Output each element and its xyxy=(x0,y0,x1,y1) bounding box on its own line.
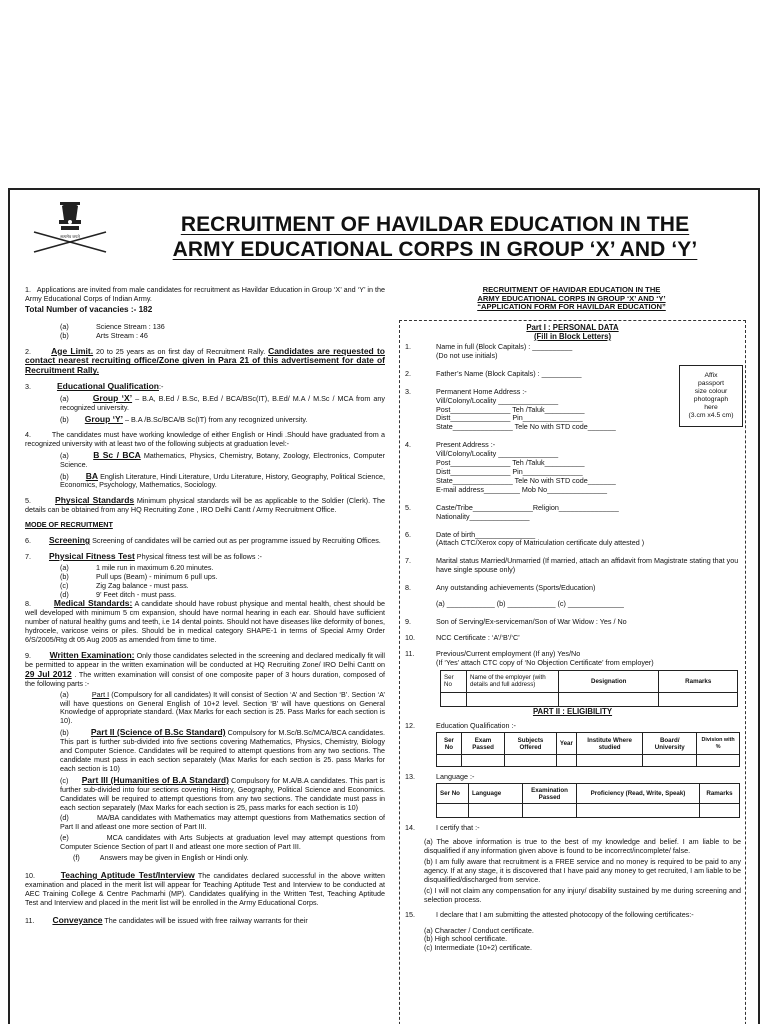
para-5-physical-standards: 5. Physical Standards Minimum physical standards will be as applicable to the Soldier (Clerk). The details can be obtained from any HQ Recruiting Zone , IRO Delhi Cantt / Army Recruitment Office. xyxy=(25,495,386,515)
title-line-1: RECRUITMENT OF HAVILDAR EDUCATION IN THE xyxy=(180,213,690,236)
field-son-of-serving[interactable]: 9. Son of Serving/Ex-serviceman/Son of War Widow : Yes / No xyxy=(405,616,627,626)
advertisement-text xyxy=(25,286,385,927)
form-box xyxy=(399,320,746,1024)
para-3-education: 3. Educational Qualification:- xyxy=(25,381,164,392)
field-father-name[interactable]: 2. Father’s Name (Block Capitals) : __________ xyxy=(405,368,582,378)
field-certify: 14. I certify that :- xyxy=(405,823,480,833)
para-2-age-limit: 2. Age Limit. 20 to 25 years as on first day of Recruitment Rally. Candidates are requested to contact nearest recruiting office/Zone given in Para 21 of this advertisement for date of Recruitment Rally. xyxy=(25,345,386,376)
para-9-written-exam: 9. Written Examination: Only those candidates selected in the screening and declared medically fit will be permitted to appear in the written examination will be conducted at HQ Recruiting Zone/ IRO Delhi Cantt on 29 Jul 2012 . The written examination will consist of one composite paper of 3 hours duration, composed of the following parts :- xyxy=(25,650,386,688)
para-4: 4. The candidates must have working knowledge of either English or Hindi .Should have graduated from a recognized university with at least two of the following subjects at graduation level:- xyxy=(25,429,385,448)
para-9a: (a) Part I (Compulsory for all candidates) It will consist of Section ‘A’ and Section ‘B’. Section ‘A’ will have questions on General English of 10+2 level. Section ‘B’ will have questions on General Knowledge of appropriate standard. (Max Marks for each section is 25. Pass Marks for each section is 10). xyxy=(60,689,385,726)
field-ncc[interactable]: 10. NCC Certificate : ‘A’/‘B’/‘C’ xyxy=(405,632,520,642)
svg-text:सत्यमेव जयते: सत्यमेव जयते xyxy=(60,234,80,239)
para-7-fitness: 7. Physical Fitness Test Physical fitness test will be as follows :- xyxy=(25,550,262,561)
part-2-title: PART II : ELIGIBILITY xyxy=(532,706,613,716)
para-3b: (b) Group ‘Y’ – B.A /B.Sc/BCA/B Sc(IT) from any recognized university. xyxy=(60,413,308,424)
certify-b: (b) I am fully aware that recruitment is a FREE service and no money is required to be paid to any agency. If at any stage, it is discovered that I have paid any money to get recruited, I am liable to be disqualified/discharged from service. xyxy=(424,857,741,884)
certificate-item: (c) Intermediate (10+2) certificate. xyxy=(424,943,533,953)
field-permanent-address[interactable]: 3. Permanent Home Address :- Vill/Colony/Locality _______________ Post_______________ Teh /Taluk__________ Distt_______________ Pin_______________ State_______________ Tele No with STD code_______ xyxy=(405,386,616,432)
language-table: Ser No Language Examination Passed Proficiency (Read, Write, Speak) Ramarks xyxy=(436,783,740,818)
para-6-screening: 6. Screening Screening of candidates will be carried out as per programme issued by Recruiting Offices. xyxy=(25,535,381,546)
mode-of-recruitment-heading: MODE OF RECRUITMENT xyxy=(25,520,113,530)
field-marital-status[interactable]: 7. Marital status Married/Unmarried (If married, attach an affidavit from Magistrate stating that you have single spouse only) xyxy=(405,556,739,575)
photo-box: Affix passport size colour photograph here (3.cm x4.5 cm) xyxy=(679,365,743,427)
certify-c: (c) I will not claim any compensation for any injury/ disability sustained by me during screening and selection process. xyxy=(424,885,741,904)
para-9f: (f) Answers may be given in English or Hindi only. xyxy=(73,853,249,863)
para-4a: (a) B Sc / BCA Mathematics, Physics, Chemistry, Botany, Zoology, Electronics, Computer Science. xyxy=(60,449,385,469)
title-line-2: ARMY EDUCATIONAL CORPS IN GROUP ‘X’ AND ‘Y’ xyxy=(172,238,698,261)
page-title xyxy=(120,212,750,262)
education-table: Ser No Exam Passed Subjects Offered Year Institute Where studied Board/ University Division with % xyxy=(436,732,740,767)
para-4b: (b) BA English Literature, Hindi Literature, Urdu Literature, History, Geography, Political Science, Economics, Psychology, Mathematics, Sociology. xyxy=(60,470,385,490)
para-1: 1. Applications are invited from male candidates for recruitment as Havildar Education in Group ‘X’ and ‘Y’ in the Army Educational Corps of Indian Army. xyxy=(25,285,386,303)
employment-table: Ser No Name of the employer (with details and full address) Designation Ramarks xyxy=(440,670,738,707)
para-9c: (c) Part III (Humanities of B.A Standard) Compulsory for M.A/B.A candidates. This part is further sub-divided into four sections covering History, Geography, Political Science and Economics. Candidates will be required to attempt questions from any two sections. The candidate must pass in each section separately (Max Marks for each section is 25, pass marks for each section is 10) xyxy=(60,774,385,812)
part-1-title: Part I : PERSONAL DATA (Fill in Block Letters) xyxy=(526,323,619,341)
vacancies: Total Number of vacancies :- 182 xyxy=(25,304,153,314)
field-declaration: 15. I declare that I am submitting the attested photocopy of the following certificates:- xyxy=(405,909,694,919)
document-page xyxy=(8,188,760,1024)
stream-arts: (b) Arts Stream : 46 xyxy=(60,330,148,340)
form-header: RECRUITMENT OF HAVIDAR EDUCATION IN THE ARMY EDUCATIONAL CORPS IN GROUP ‘X’ AND ‘Y’ “APPLICATION FORM FOR HAVILDAR EDUCATION” xyxy=(477,285,666,312)
para-10-teaching-aptitude: 10. Teaching Aptitude Test/Interview The candidates declared successful in the above written examination and placed in the merit list will appear for Teaching Aptitude Test and Interview to be conducted at AEC Training College & Centre Pachmarhi (MP). Candidates qualifying in the Written Test, Teaching Aptitude Test and Interview and placed in the merit list will be enrolled in the Army Educational Corps. xyxy=(25,869,385,907)
para-8-medical: 8. Medical Standards: A candidate should have robust physique and mental health, chest should be well developed with minimum 5 cm expansion, should have normal hearing in each ear. Should have sufficient number of natural healthy gums and teeth, i.e 14 dental points. Should not have diseases like deformity of bones, hydrocele, varicose veins or piles. Should be in medical category SHAPE-1 in terms of Special Army Order 6/S/2005/Rtg dt 05 Aug 2005 as amended from time to time. xyxy=(25,598,385,645)
para-9e: (e) MCA candidates with Arts Subjects at graduation level may attempt questions from Computer Science Section of part II and atleast one more section of Part III. xyxy=(60,833,385,852)
field-language[interactable]: 13. Language :- xyxy=(405,772,475,782)
fitness-item: (a) 1 mile run in maximum 6.20 minutes. xyxy=(60,562,214,572)
field-education[interactable]: 12. Education Qualification :- xyxy=(405,720,516,730)
para-11-conveyance: 11. Conveyance The candidates will be issued with free railway warrants for their xyxy=(25,914,308,925)
field-present-address[interactable]: 4. Present Address :- Vill/Colony/Locality _______________ Post_______________ Teh /Taluk__________ Distt_______________ Pin_______________ State_______________ Tele No with STD code_______ E-mail address_________ Mob No_______________ xyxy=(405,440,616,494)
field-name[interactable]: 1. Name in full (Block Capitals) : __________ (Do not use initials) xyxy=(405,342,573,360)
fitness-item: (b) Pull ups (Beam) - minimum 6 pull ups. xyxy=(60,571,218,581)
field-dob[interactable]: 6. Date of birth_______________ (Attach CTC/Xerox copy of Matriculation certificate duly attested ) xyxy=(405,529,645,548)
para-9d: (d) MA/BA candidates with Mathematics may attempt questions from Mathematics section of Part II and atleast one more section of Part III. xyxy=(60,813,385,832)
application-form xyxy=(394,285,749,953)
emblem-icon xyxy=(30,198,110,258)
certificate-item: (a) Character / Conduct certificate. xyxy=(424,925,534,935)
stream-science: (a) Science Stream : 136 xyxy=(60,321,165,331)
field-employment[interactable]: 11. Previous/Current employment (If any) Yes/No (If ‘Yes’ attach CTC copy of ‘No Objection Certificate’ from employer) xyxy=(405,648,654,667)
fitness-item: (d) 9’ Feet ditch - must pass. xyxy=(60,589,177,599)
certify-a: (a) The above information is true to the best of my knowledge and belief. I am liable to be disqualified if any information given above is found to be incorrect/incomplete/ false. xyxy=(424,837,741,856)
fitness-item: (c) Zig Zag balance - must pass. xyxy=(60,580,189,590)
para-3a: (a) Group ‘X’ – B.A, B.Ed / B.Sc, B.Ed / BCA/BSc(IT), B.Ed/ M.A / M.Sc / MCA from any recognized university. xyxy=(60,393,386,413)
certificate-item: (b) High school certificate. xyxy=(424,934,508,944)
para-9b: (b) Part II (Science of B.Sc Standard) Compulsory for M.Sc/B.Sc/MCA/BCA candidates. This part is further sub-divided into five sections covering Mathematics, Physics, Chemistry, Biology and Computer Science. Candidates will be required to attempt questions from any two sections. The candidate must pass in each section separately (Max Marks for each section is 25. pass Marks for each section is 10) xyxy=(60,727,385,773)
field-achievements[interactable]: 8. Any outstanding achievements (Sports/Education) (a) ____________ (b) ____________ (c) ______________ xyxy=(405,583,624,609)
field-caste[interactable]: 5. Caste/Tribe_______________Religion_______________ Nationality_______________ xyxy=(405,502,619,521)
